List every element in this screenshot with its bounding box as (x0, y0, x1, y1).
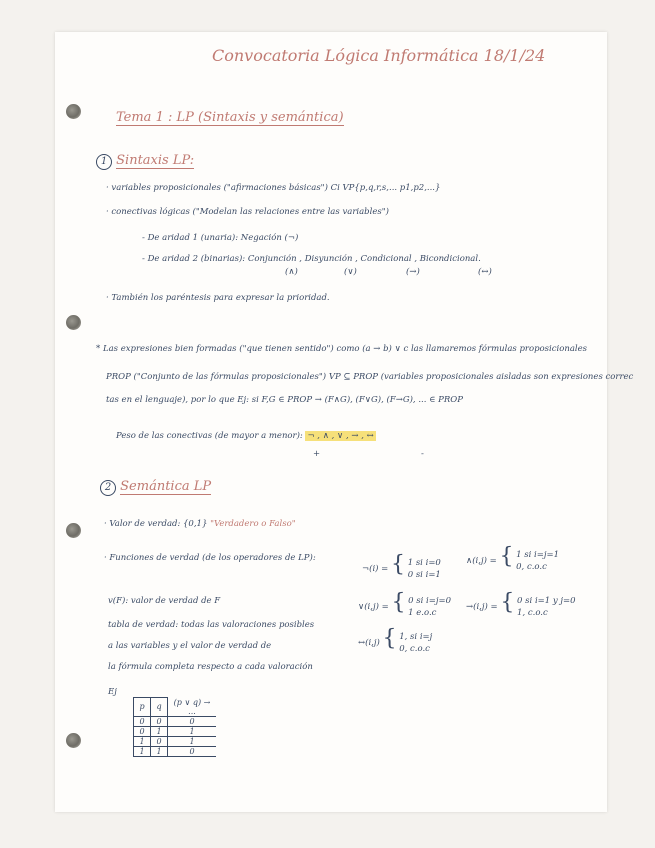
negation-function: ¬(i) = { 1 si i=0 0 si i=1 (362, 552, 441, 580)
text-line: · variables proposicionales ("afirmaciones básicas") Ci VP{p,q,r,s,... p1,p2,...} (106, 183, 441, 193)
text-line (116, 431, 376, 441)
brace-icon: { (391, 552, 405, 577)
section-2-heading (100, 479, 211, 496)
section-title: Semántica LP (120, 479, 212, 494)
connective-symbol: (∨) (344, 267, 357, 277)
table-cell: 0 (168, 746, 217, 756)
implication-function: →(i,j) = { 0 si i=1 y j=0 1, c.o.c (466, 590, 576, 618)
section-title: Sintaxis LP: (116, 153, 195, 168)
page-header: Convocatoria Lógica Informática 18/1/24 (212, 46, 546, 65)
connective-symbol: (→) (406, 267, 420, 277)
text-line: · conectivas lógicas ("Modelan las relaciones entre las variables") (106, 207, 389, 217)
punch-hole (66, 733, 81, 748)
brace-icon: { (500, 590, 515, 615)
table-cell: p (134, 698, 151, 717)
example-label: Ej (108, 687, 117, 697)
text-line: tas en el lenguaje), por lo que Ej: si F,G ∈ PROP → (F∧G), (F∨G), (F→G), ... ∈ PROP (106, 395, 463, 405)
text-line: · También los paréntesis para expresar la prioridad. (106, 293, 330, 303)
section-number: 1 (96, 154, 112, 170)
section-1-heading (96, 153, 194, 170)
biconditional-function: ↔(i,j) { 1, si i=j 0, c.o.c (358, 626, 433, 654)
table-header (134, 698, 217, 717)
text-line: * Las expresiones bien formadas ("que tienen sentido") como (a → b) ∨ c las llamaremos fórmulas proposicionales (96, 344, 588, 354)
minus-sign: - (421, 449, 424, 459)
text-line: la fórmula completa respecto a cada valoración (108, 662, 313, 672)
table-cell: 0 (134, 726, 151, 736)
text-line: · Valor de verdad: {0,1} "Verdadero o Falso" (104, 519, 296, 529)
text-line: - De aridad 1 (unaria): Negación (¬) (142, 233, 299, 243)
brace-icon: { (499, 544, 514, 569)
precedence-label: Peso de las conectivas (de mayor a menor): (116, 431, 303, 441)
text-line: PROP ("Conjunto de las fórmulas proposicionales") VP ⊆ PROP (variables proposicionales aisladas son expresiones correc (106, 372, 634, 382)
table-cell: (p ∨ q) → ... (168, 698, 217, 717)
table-cell: 1 (151, 746, 168, 756)
table-cell: 1 (168, 726, 217, 736)
table-cell: 1 (168, 736, 217, 746)
topic-title: Tema 1 : LP (Sintaxis y semántica) (116, 110, 344, 125)
text-line: - De aridad 2 (binarias): Conjunción , Disyunción , Condicional , Bicondicional. (142, 254, 481, 264)
table-row (134, 736, 217, 746)
connective-symbol: (↔) (478, 267, 492, 277)
table-cell: 0 (151, 736, 168, 746)
disjunction-function: ∨(i,j) = { 0 si i=j=0 1 e.o.c (358, 590, 452, 618)
truth-table (133, 697, 216, 757)
table-cell: 0 (134, 716, 151, 726)
table-cell: q (151, 698, 168, 717)
punch-hole (66, 523, 81, 538)
plus-sign: + (313, 449, 321, 459)
table-cell: 0 (151, 716, 168, 726)
table-row (134, 746, 217, 756)
precedence-highlight: ¬ , ∧ , ∨ , → , ↔ (307, 431, 374, 441)
text-line: · Funciones de verdad (de los operadores de LP): (104, 553, 316, 563)
text-line: tabla de verdad: todas las valoraciones posibles (108, 620, 315, 630)
conjunction-function: ∧(i,j) = { 1 si i=j=1 0, c.o.c (466, 544, 560, 572)
table-cell: 1 (151, 726, 168, 736)
text-line: a las variables y el valor de verdad de (108, 641, 272, 651)
table-row (134, 726, 217, 736)
punch-hole (66, 104, 81, 119)
section-number: 2 (100, 480, 116, 496)
table-cell: 0 (168, 716, 217, 726)
brace-icon: { (391, 590, 406, 615)
table-cell: 1 (134, 746, 151, 756)
brace-icon: { (382, 626, 397, 651)
punch-hole (66, 315, 81, 330)
connective-symbol: (∧) (285, 267, 298, 277)
table-row (134, 716, 217, 726)
text-line: v(F): valor de verdad de F (108, 596, 221, 606)
notebook-page (55, 32, 607, 812)
table-cell: 1 (134, 736, 151, 746)
